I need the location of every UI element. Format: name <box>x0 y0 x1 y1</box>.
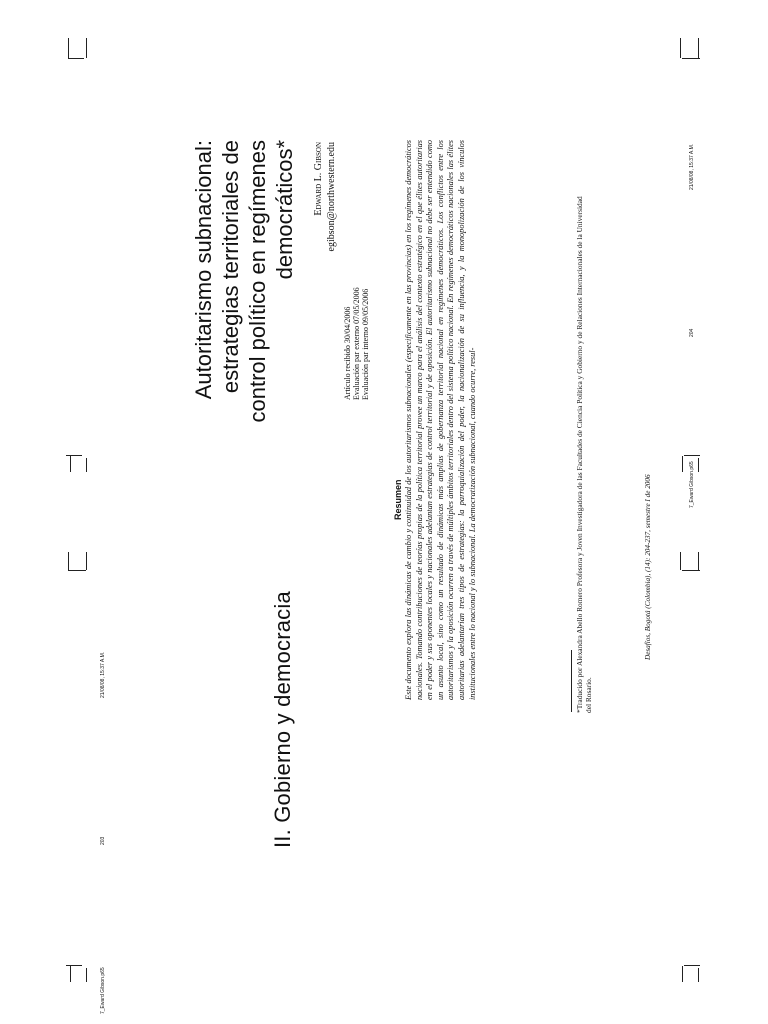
crop-mark <box>698 968 699 982</box>
abstract-heading: Resumen <box>393 479 403 520</box>
crop-mark <box>684 965 700 966</box>
title-line: democráticos* <box>272 140 297 280</box>
crop-mark <box>86 458 87 472</box>
crop-mark <box>86 968 87 982</box>
crop-mark <box>698 38 699 58</box>
crop-mark <box>698 458 699 472</box>
article-title <box>190 140 298 470</box>
crop-mark <box>68 570 86 571</box>
crop-mark <box>680 552 681 570</box>
date-internal-review: Evaluación par interno 09/05/2006 <box>361 288 370 400</box>
right-page-number: 204 <box>689 328 695 337</box>
crop-mark <box>682 58 700 59</box>
crop-mark <box>682 570 700 571</box>
title-line: Autoritarismo subnacional: <box>191 140 216 400</box>
author-name: Edward L. Gibson <box>313 142 324 216</box>
date-external-review: Evaluación par externo 07/05/2006 <box>352 287 361 400</box>
crop-mark <box>86 552 87 570</box>
section-title: II. Gobierno y democracia <box>270 591 295 848</box>
crop-mark <box>66 965 82 966</box>
crop-mark <box>68 552 69 570</box>
right-file-slug: 7_Eward Gibson.p65 <box>689 461 695 508</box>
crop-mark <box>684 455 700 456</box>
crop-mark <box>68 58 84 59</box>
left-file-date: 21/08/08, 15:37 A.M. <box>100 651 106 698</box>
title-line: control político en regímenes <box>245 140 270 423</box>
journal-footer: Desafíos, Bogotá (Colombia), (14): 204-237, semestre I de 2006 <box>644 474 652 660</box>
left-file-slug: 7_Eward Gibson.p65 <box>100 967 106 1014</box>
crop-mark <box>66 455 82 456</box>
crop-mark <box>682 966 683 982</box>
author-block <box>312 142 338 262</box>
crop-mark <box>698 552 699 570</box>
crop-mark <box>70 966 71 982</box>
crop-mark <box>86 38 87 58</box>
footnote-divider <box>571 650 572 712</box>
article-dates <box>343 287 370 400</box>
date-received: Artículo recibido 30/04/2006 <box>343 306 352 400</box>
title-line: estrategias territoriales de <box>218 140 243 394</box>
crop-mark <box>68 38 69 58</box>
right-file-date: 21/08/08, 15:37 A.M. <box>689 143 695 190</box>
crop-mark <box>680 38 681 58</box>
footnote: *Traducido por Alexandra Abello Romero Profesora y Joven Investigadora de las Facultades de Ciencia Política y Gobierno y de Relaciones Internacionales de la Universidad del Rosario. <box>575 196 593 713</box>
abstract-text: Este documento explora las dinámicas de cambio y continuidad de los autoritarismos subnacionales (especificamente en las provincias) en los regímenes democráticos nacionales. Tomando contribuciones de teorías propias de la política territorial provee un marco para el análisis del contexto estratégico en el que élites autoritarias en el poder y sus oponentes locales y nacionales adelantan estrategias de control territorial y de oposición. El autoritarismo subnacional no debe ser entendido como un asunto local, sino como un resultado de dinámicas más amplias de gobernanza territorial nacional en regímenes democráticos. Los conflictos entre los autoritarismos y la oposición ocurren a través de múltiples ámbitos territoriales dentro del sistema político nacional. En regímenes democráticos nacionales las élites autoritarias adelantarían tres tipos de estrategias: la parroquialización del poder, la nacionalización de su influencia, y la monopolización de los vínculos institucionales entre lo nacional y lo subnacional. La democratización subnacional, cuando ocurre, resul- <box>404 140 477 700</box>
author-email: egibson@northwestern.edu <box>326 142 337 252</box>
crop-mark <box>682 456 683 472</box>
left-page-number: 203 <box>100 836 106 845</box>
crop-mark <box>70 456 71 472</box>
